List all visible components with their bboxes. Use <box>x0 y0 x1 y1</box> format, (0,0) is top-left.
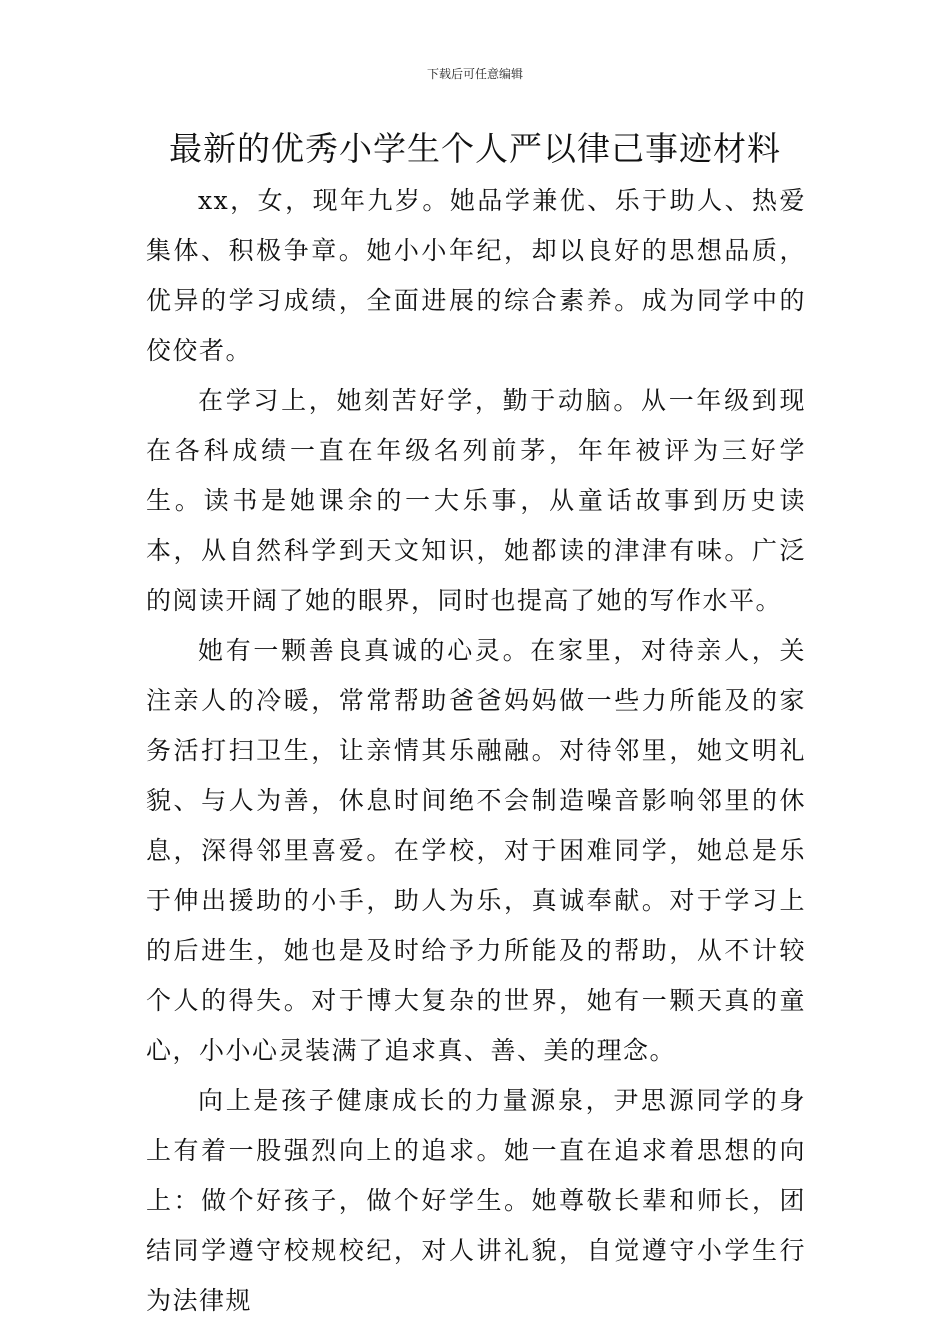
header-note: 下载后可任意编辑 <box>426 67 523 81</box>
paragraph-1: xx，女，现年九岁。她品学兼优、乐于助人、热爱集体、积极争章。她小小年纪，却以良好的思想品质，优异的学习成绩，全面进展的综合素养。成为同学中的佼佼者。 <box>146 186 806 365</box>
paragraph-2: 在学习上，她刻苦好学，勤于动脑。从一年级到现在各科成绩一直在年级名列前茅，年年被评为三好学生。读书是她课余的一大乐事，从童话故事到历史读本，从自然科学到天文知识，她都读的津津有味。广泛的阅读开阔了她的眼界，同时也提高了她的写作水平。 <box>146 386 806 615</box>
paragraph-4: 向上是孩子健康成长的力量源泉，尹思源同学的身上有着一股强烈向上的追求。她一直在追求着思想的向上：做个好孩子，做个好学生。她尊敬长辈和师长，团结同学遵守校规校纪，对人讲礼貌，自觉遵守小学生行为法律规 <box>146 1086 806 1315</box>
document-title: 最新的优秀小学生个人严以律己事迹材料 <box>169 129 781 168</box>
document-body <box>146 176 806 1326</box>
paragraph-3: 她有一颗善良真诚的心灵。在家里，对待亲人，关注亲人的冷暖，常常帮助爸爸妈妈做一些力所能及的家务活打扫卫生，让亲情其乐融融。对待邻里，她文明礼貌、与人为善，休息时间绝不会制造噪音影响邻里的休息，深得邻里喜爱。在学校，对于困难同学，她总是乐于伸出援助的小手，助人为乐，真诚奉献。对于学习上的后进生，她也是及时给予力所能及的帮助，从不计较个人的得失。对于博大复杂的世界，她有一颗天真的童心，小小心灵装满了追求真、善、美的理念。 <box>146 636 806 1065</box>
